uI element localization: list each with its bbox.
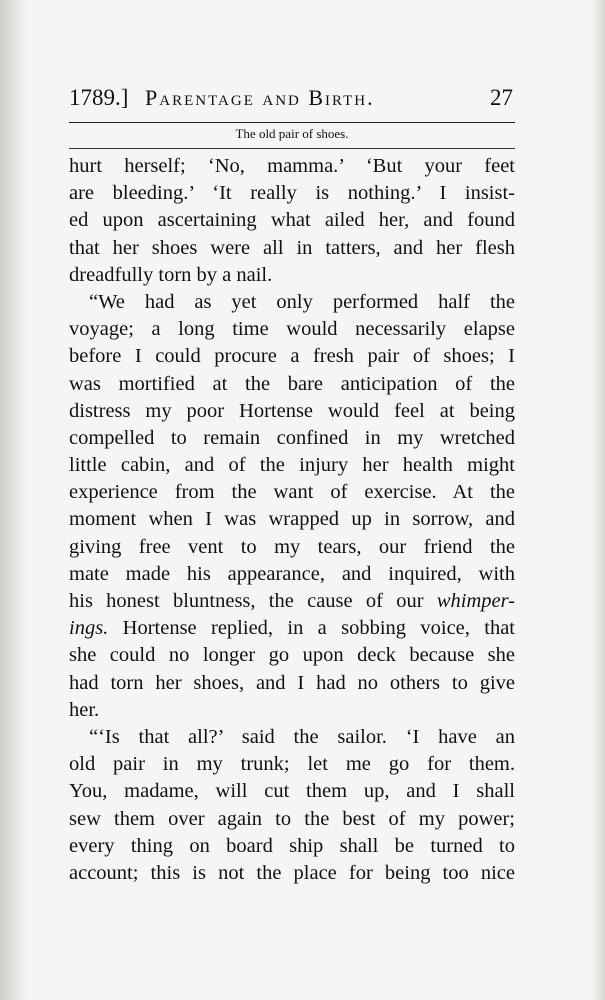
italic-text: whimper- — [436, 590, 515, 612]
text-line: had torn her shoes, and I had no others to give — [69, 671, 515, 694]
text-line: hurt herself; ‘No, mamma.’ ‘But your feet — [69, 155, 515, 177]
text-line: “‘Is that all?’ said the sailor. ‘I have an — [89, 725, 515, 748]
text-line: ings. Hortense replied, in a sobbing voice, that — [69, 617, 515, 640]
text-line: are bleeding.’ ‘It really is nothing.’ I insist- — [69, 182, 515, 205]
header-rule — [69, 122, 515, 123]
text-line: ed upon ascertaining what ailed her, and found — [69, 209, 515, 232]
text-line: every thing on board ship shall be turned to — [69, 834, 515, 857]
text-line: experience from the want of exercise. At the — [69, 481, 515, 504]
section-subheading: The old pair of shoes. — [235, 126, 349, 141]
text-line: “We had as yet only performed half the — [89, 290, 515, 313]
text-line: account; this is not the place for being too nice — [69, 861, 515, 884]
header-year: 1789.] — [69, 85, 129, 110]
page-gutter-shadow — [0, 0, 28, 1000]
running-header — [69, 85, 515, 115]
text-line: before I could procure a fresh pair of shoes; I — [69, 345, 515, 368]
text-line: her. — [69, 698, 100, 721]
page-edge-shadow — [591, 0, 605, 1000]
text-line: You, madame, will cut them up, and I shall — [69, 780, 515, 803]
italic-text: ings. — [69, 617, 109, 640]
text-line: sew them over again to the best of my power; — [69, 807, 515, 830]
text-line: voyage; a long time would necessarily elapse — [69, 318, 515, 341]
text-line: mate made his appearance, and inquired, with — [69, 562, 515, 585]
page-number: 27 — [490, 85, 513, 110]
text-line: little cabin, and of the injury her health might — [69, 454, 515, 477]
subheading-rule — [69, 148, 515, 149]
text-line: that her shoes were all in tatters, and her flesh — [69, 236, 515, 259]
text-line: his honest bluntness, the cause of our whimper- — [69, 590, 515, 612]
text-line: distress my poor Hortense would feel at being — [69, 399, 515, 422]
text-line: moment when I was wrapped up in sorrow, and — [69, 508, 515, 531]
text-line: giving free vent to my tears, our friend the — [69, 535, 515, 558]
text-line: she could no longer go upon deck because she — [69, 644, 515, 667]
text-line: old pair in my trunk; let me go for them. — [69, 753, 515, 776]
text-line: compelled to remain confined in my wretched — [69, 426, 515, 449]
text-line: was mortified at the bare anticipation of the — [69, 372, 515, 395]
header-title: Parentage and Birth. — [145, 85, 375, 110]
body-text — [69, 153, 515, 887]
text-line: dreadfully torn by a nail. — [69, 263, 273, 286]
